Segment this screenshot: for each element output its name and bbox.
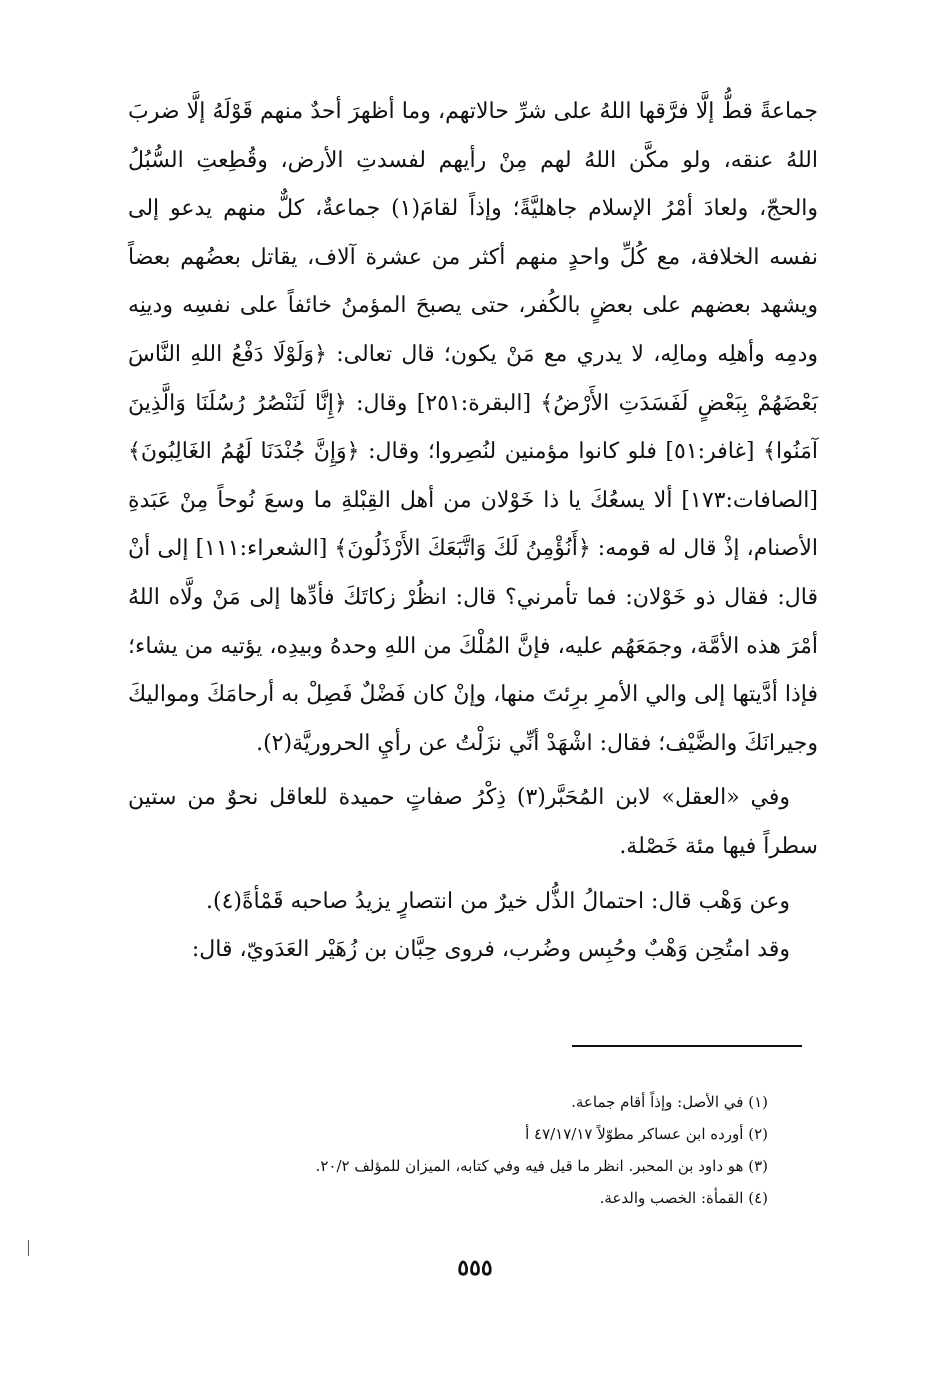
main-text bbox=[128, 88, 818, 975]
footnotes bbox=[250, 1086, 768, 1214]
footnote-1: (١) في الأصل: وإذاً أقام جماعة. bbox=[571, 1093, 768, 1111]
footnote-3: (٣) هو داود بن المحبر. انظر ما قيل فيه وفي كتابه، الميزان للمؤلف ٢٠/٢. bbox=[315, 1157, 768, 1175]
paragraph-3: وعن وَهْب قال: احتمالُ الذُّل خيرٌ من انتصارٍ يزيدُ صاحبه قَمْأةً(٤). bbox=[206, 888, 790, 914]
page-number: ٥٥٥ bbox=[457, 1255, 493, 1281]
paragraph-2: وفي «العقل» لابن المُحَبَّر(٣) ذِكْرُ صفاتٍ حميدة للعاقل نحوٌ من ستين سطراً فيها مئة خَصْلة. bbox=[128, 785, 818, 859]
margin-mark bbox=[28, 1240, 29, 1256]
footnote-2: (٢) أورده ابن عساكر مطوّلاً ٤٧/١٧/١٧ أ bbox=[525, 1125, 768, 1143]
footnote-4: (٤) القمأة: الخصب والدعة. bbox=[599, 1189, 768, 1207]
paragraph-4: وقد امتُحِن وَهْبٌ وحُبِس وضُرب، فروى حِبَّان بن زُهَيْر العَدَويّ، قال: bbox=[191, 937, 790, 963]
paragraph-1: جماعةً قطُّ إلَّا فرَّقها اللهُ على شرِّ حالاتهم، وما أظهرَ أحدٌ منهم قَوْلَهُ إلَّا ضربَ اللهُ عنقه، ولو مكَّن اللهُ لهم مِنْ رأيهم لفسدتِ الأرض، وقُطِعتِ السُّبُلُ والحجّ، ولعادَ أمْرُ الإسلام جاهليَّةً؛ وإذاً لقامَ(١) جماعةٌ، كلٌّ منهم يدعو إلى نفسه الخلافة، مع كُلِّ واحدٍ منهم أكثر من عشرة آلاف، يقاتل بعضُهم بعضاً ويشهد بعضهم على بعضٍ بالكُفر، حتى يصبحَ المؤمنُ خائفاً على نفسِه ودينِه ودمِه وأهلِه ومالِه، لا يدري مع مَنْ يكون؛ قال تعالى: ﴿وَلَوْلَا دَفْعُ اللهِ النَّاسَ بَعْضَهُمْ بِبَعْضٍ لَفَسَدَتِ الأَرْضُ﴾ [البقرة:٢٥١] وقال: ﴿إِنَّا لَنَنْصُرُ رُسُلَنَا وَالَّذِينَ آمَنُوا﴾ [غافر:٥١] فلو كانوا مؤمنين لنُصِروا؛ وقال: ﴿وَإِنَّ جُنْدَنَا لَهُمُ الغَالِبُونَ﴾ [الصافات:١٧٣] ألا يسعُكَ يا ذا خَوْلان من أهل القِبْلةِ ما وسعَ نُوحاً مِنْ عَبَدةِ الأصنام، إذْ قال له قومه: ﴿أَنُؤْمِنُ لَكَ وَاتَّبَعَكَ الأَرْذَلُونَ﴾ [الشعراء:١١١] إلى أنْ قال: فقال ذو خَوْلان: فما تأمرني؟ قال: انظُرْ زكاتَكَ فأدِّها إلى مَنْ ولَّاه اللهُ أمْرَ هذه الأمَّة، وجمَعَهُم عليه، فإنَّ المُلْكَ من اللهِ وحدهُ وبيدِه، يؤتيه من يشاء؛ فإذا أدَّيتها إلى والي الأمرِ برِئتَ منها، وإنْ كان فَضْلٌ فَصِلْ به أرحامَكَ ومواليكَ وجيرانَكَ والضَّيْف؛ فقال: اشْهَدْ أنِّي نزَلْتُ عن رأيِ الحروريَّة(٢). bbox=[128, 99, 819, 756]
footnote-divider bbox=[572, 1045, 802, 1047]
